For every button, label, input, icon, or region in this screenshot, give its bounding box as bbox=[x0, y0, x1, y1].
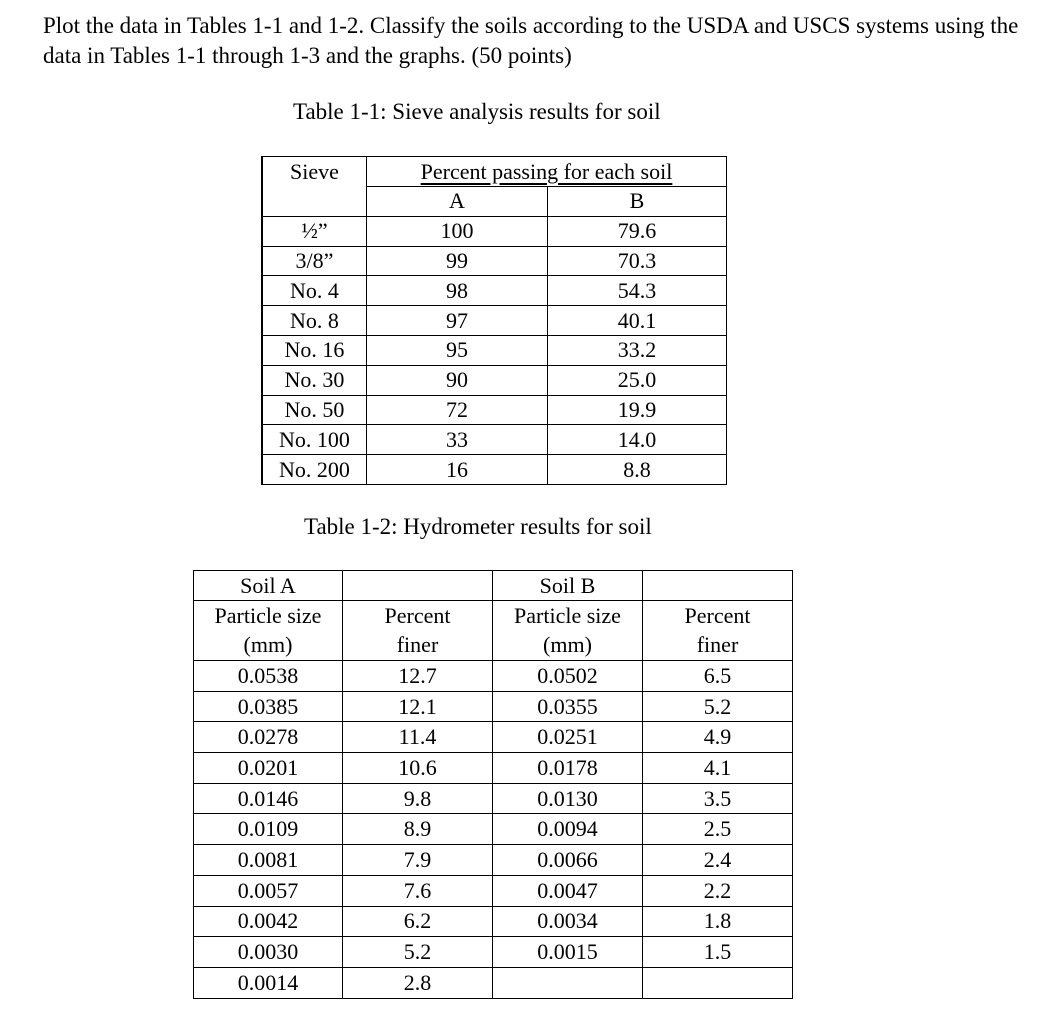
soil-a-passing: 99 bbox=[367, 246, 548, 276]
soil-b-passing: 54.3 bbox=[548, 276, 727, 306]
sieve-cell: No. 4 bbox=[262, 276, 367, 306]
soil-b-finer: 1.8 bbox=[643, 906, 793, 937]
soil-b-mm-header: (mm) bbox=[493, 630, 643, 661]
table-row bbox=[194, 722, 793, 753]
soil-a-finer: 5.2 bbox=[343, 937, 493, 968]
soil-b-particle-size-header: Particle size bbox=[493, 601, 643, 631]
soil-b-size: 0.0130 bbox=[493, 783, 643, 814]
table-row bbox=[194, 753, 793, 784]
soil-a-particle-size-header: Particle size bbox=[194, 601, 343, 631]
soil-a-size: 0.0146 bbox=[194, 783, 343, 814]
soil-a-passing: 100 bbox=[367, 216, 548, 246]
soil-a-passing: 72 bbox=[367, 395, 548, 425]
table-row bbox=[262, 276, 727, 306]
soil-a-mm-header: (mm) bbox=[194, 630, 343, 661]
sieve-cell: No. 100 bbox=[262, 425, 367, 455]
soil-b-passing: 25.0 bbox=[548, 365, 727, 395]
soil-a-finer: 12.7 bbox=[343, 661, 493, 692]
soil-a-passing: 90 bbox=[367, 365, 548, 395]
soil-a-passing: 97 bbox=[367, 306, 548, 336]
table-row bbox=[194, 967, 793, 998]
soil-a-finer: 6.2 bbox=[343, 906, 493, 937]
sieve-analysis-table bbox=[261, 156, 727, 485]
soil-a-size: 0.0278 bbox=[194, 722, 343, 753]
soil-b-size: 0.0066 bbox=[493, 845, 643, 876]
soil-b-size: 0.0251 bbox=[493, 722, 643, 753]
table-row bbox=[194, 845, 793, 876]
table-row bbox=[262, 365, 727, 395]
table-row bbox=[194, 691, 793, 722]
soil-a-size: 0.0385 bbox=[194, 691, 343, 722]
sieve-cell: No. 50 bbox=[262, 395, 367, 425]
soil-a-size: 0.0057 bbox=[194, 875, 343, 906]
table-row bbox=[194, 937, 793, 968]
percent-passing-header: Percent passing for each soil bbox=[367, 157, 727, 187]
table-row bbox=[194, 906, 793, 937]
soil-b-passing: 33.2 bbox=[548, 335, 727, 365]
table-row bbox=[262, 246, 727, 276]
sieve-cell: No. 200 bbox=[262, 455, 367, 485]
soil-a-finer: 12.1 bbox=[343, 691, 493, 722]
soil-b-size: 0.0178 bbox=[493, 753, 643, 784]
soil-b-passing: 70.3 bbox=[548, 246, 727, 276]
soil-a-size: 0.0030 bbox=[194, 937, 343, 968]
soil-b-size bbox=[493, 967, 643, 998]
soil-b-header: B bbox=[548, 187, 727, 217]
table-row bbox=[194, 783, 793, 814]
soil-a-passing: 98 bbox=[367, 276, 548, 306]
table-row bbox=[194, 814, 793, 845]
soil-a-size: 0.0014 bbox=[194, 967, 343, 998]
soil-b-size: 0.0094 bbox=[493, 814, 643, 845]
soil-b-finer: 1.5 bbox=[643, 937, 793, 968]
soil-a-finer-header: finer bbox=[343, 630, 493, 661]
soil-a-size: 0.0201 bbox=[194, 753, 343, 784]
blank-header-cell bbox=[343, 571, 493, 601]
sieve-cell: No. 16 bbox=[262, 335, 367, 365]
soil-a-passing: 16 bbox=[367, 455, 548, 485]
soil-a-size: 0.0538 bbox=[194, 661, 343, 692]
table-row bbox=[194, 875, 793, 906]
soil-a-finer: 8.9 bbox=[343, 814, 493, 845]
soil-b-passing: 79.6 bbox=[548, 216, 727, 246]
table-row bbox=[262, 455, 727, 485]
soil-a-finer: 11.4 bbox=[343, 722, 493, 753]
soil-a-passing: 95 bbox=[367, 335, 548, 365]
soil-b-finer: 6.5 bbox=[643, 661, 793, 692]
soil-a-size: 0.0109 bbox=[194, 814, 343, 845]
table-row bbox=[262, 216, 727, 246]
hydrometer-table bbox=[193, 570, 793, 999]
soil-b-finer bbox=[643, 967, 793, 998]
soil-a-percent-header: Percent bbox=[343, 601, 493, 631]
sieve-cell: No. 30 bbox=[262, 365, 367, 395]
soil-a-passing: 33 bbox=[367, 425, 548, 455]
soil-a-finer: 7.9 bbox=[343, 845, 493, 876]
soil-b-finer: 2.2 bbox=[643, 875, 793, 906]
table-row bbox=[262, 395, 727, 425]
soil-a-finer: 7.6 bbox=[343, 875, 493, 906]
problem-statement: Plot the data in Tables 1-1 and 1-2. Classify the soils according to the USDA and USCS systems using the data in Tables 1-1 through 1-3 and the graphs. (50 points) bbox=[43, 13, 1019, 68]
soil-a-header: A bbox=[367, 187, 548, 217]
table-row bbox=[194, 661, 793, 692]
soil-b-passing: 19.9 bbox=[548, 395, 727, 425]
sieve-cell: ½” bbox=[262, 216, 367, 246]
soil-b-size: 0.0355 bbox=[493, 691, 643, 722]
sieve-cell: 3/8” bbox=[262, 246, 367, 276]
soil-b-header: Soil B bbox=[493, 571, 643, 601]
soil-b-size: 0.0015 bbox=[493, 937, 643, 968]
soil-a-size: 0.0081 bbox=[194, 845, 343, 876]
table-row bbox=[262, 335, 727, 365]
soil-a-finer: 2.8 bbox=[343, 967, 493, 998]
blank-header-cell bbox=[643, 571, 793, 601]
soil-b-finer: 2.5 bbox=[643, 814, 793, 845]
soil-b-finer: 4.9 bbox=[643, 722, 793, 753]
soil-b-size: 0.0047 bbox=[493, 875, 643, 906]
soil-b-size: 0.0502 bbox=[493, 661, 643, 692]
soil-b-percent-header: Percent bbox=[643, 601, 793, 631]
soil-a-header: Soil A bbox=[194, 571, 343, 601]
soil-b-finer: 2.4 bbox=[643, 845, 793, 876]
sieve-cell: No. 8 bbox=[262, 306, 367, 336]
sieve-header: Sieve bbox=[262, 157, 367, 217]
soil-b-passing: 8.8 bbox=[548, 455, 727, 485]
table1-caption: Table 1-1: Sieve analysis results for soil bbox=[293, 99, 661, 124]
soil-b-finer-header: finer bbox=[643, 630, 793, 661]
soil-a-finer: 9.8 bbox=[343, 783, 493, 814]
soil-a-size: 0.0042 bbox=[194, 906, 343, 937]
table-row bbox=[262, 306, 727, 336]
table-row bbox=[262, 425, 727, 455]
soil-a-finer: 10.6 bbox=[343, 753, 493, 784]
soil-b-size: 0.0034 bbox=[493, 906, 643, 937]
soil-b-passing: 14.0 bbox=[548, 425, 727, 455]
soil-b-finer: 3.5 bbox=[643, 783, 793, 814]
soil-b-finer: 5.2 bbox=[643, 691, 793, 722]
table2-caption: Table 1-2: Hydrometer results for soil bbox=[304, 514, 652, 539]
soil-b-passing: 40.1 bbox=[548, 306, 727, 336]
soil-b-finer: 4.1 bbox=[643, 753, 793, 784]
